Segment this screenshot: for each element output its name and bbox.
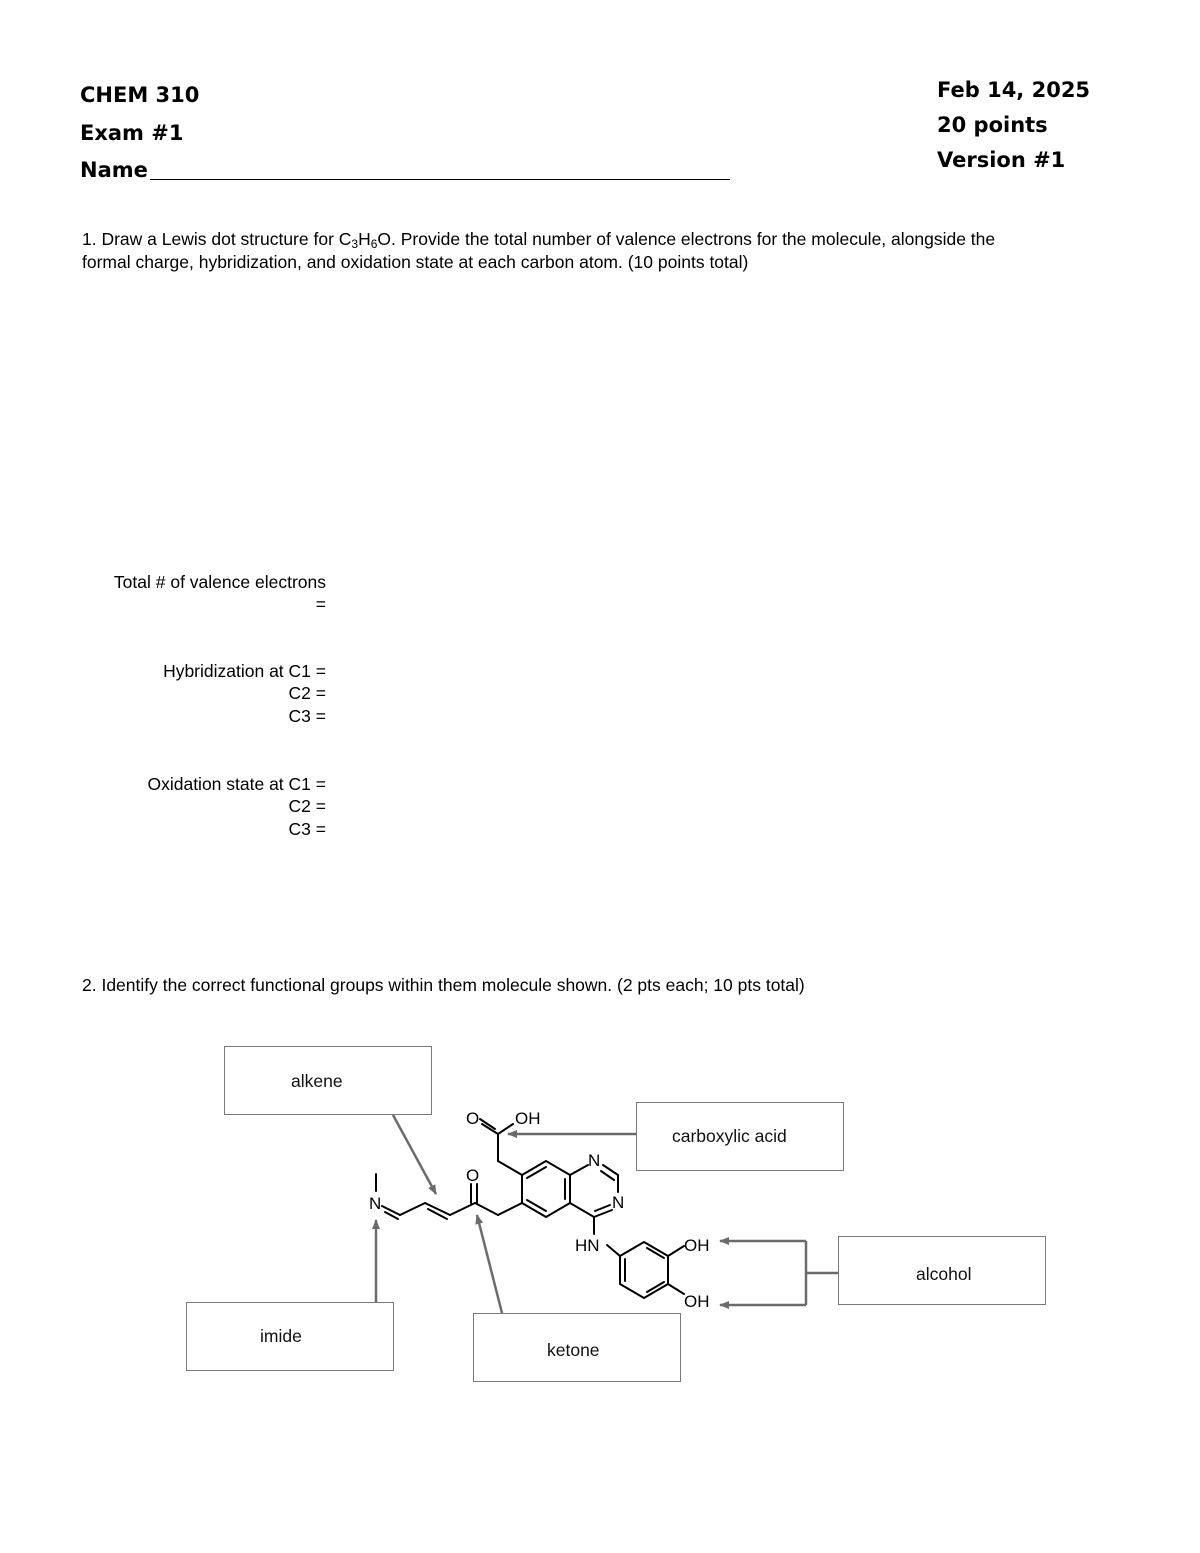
ring-pyr-2-double [601,1171,614,1180]
valence-equals: = [315,594,326,614]
hybridization-c2-label: C2 = [288,683,326,703]
exam-number: Exam #1 [80,121,184,145]
ring-benzo-double-2 [527,1200,546,1211]
bond-alkene-double [428,1209,447,1219]
atom-n-ring-top: N [588,1151,601,1170]
ring-benzo-double-1 [527,1167,546,1178]
bond-nh-aryl [607,1245,620,1256]
label-alcohol: alcohol [916,1264,972,1284]
question-2-prompt: 2. Identify the correct functional groups within them molecule shown. (2 pts each; 10 pts total) [82,975,805,995]
label-imide: imide [260,1326,302,1346]
formula-sub-6: 6 [370,237,378,251]
atom-o-acid: O [466,1109,480,1128]
bond-acid-oh [498,1124,513,1134]
question-1-line-2: formal charge, hybridization, and oxidation state at each carbon atom. (10 points total) [82,252,749,272]
atom-hn: HN [575,1236,600,1255]
label-alkene: alkene [291,1071,343,1091]
label-ketone: ketone [547,1340,600,1360]
oxidation-c3-label: C3 = [288,819,326,839]
oxidation-c2-label: C2 = [288,796,326,816]
formula-sub-3: 3 [351,237,359,251]
atom-n-ring-right: N [612,1193,625,1212]
exam-version: Version #1 [937,148,1066,172]
atom-o-ketone: O [466,1166,480,1185]
ring-pyr-4-double [595,1205,610,1211]
exam-points: 20 points [937,113,1048,137]
hybridization-c1-label: Hybridization at C1 = [163,661,326,681]
atom-oh-bottom: OH [684,1292,710,1311]
bond-ch2-1 [498,1161,522,1175]
q1-prefix: 1. Draw a Lewis dot structure for C [82,229,352,249]
bond-oh-top [668,1246,684,1256]
exam-date: Feb 14, 2025 [937,78,1091,102]
arrow-alkene [393,1115,436,1194]
formula-h: H [358,229,371,249]
q1-suffix: O. Provide the total number of valence electrons for the molecule, alongside the [377,229,996,249]
ring-benzo [522,1161,570,1217]
arrows [376,1115,838,1313]
bond-imine [382,1206,400,1215]
ring-pyr-5 [570,1203,594,1217]
oxidation-c1-label: Oxidation state at C1 = [147,774,326,794]
molecule-bonds [376,1119,684,1298]
arrow-ketone [477,1215,502,1313]
bond-chain-2 [450,1203,475,1215]
bond-chain-4 [498,1203,522,1215]
atom-oh-top: OH [684,1236,710,1255]
valence-label: Total # of valence electrons [113,572,326,592]
hybridization-c3-label: C3 = [288,706,326,726]
bond-chain-3 [475,1203,498,1215]
label-carboxylic-acid: carboxylic acid [672,1126,787,1146]
atom-n-imine: N [369,1194,382,1213]
bond-chain-1 [400,1203,425,1215]
atom-oh-acid: OH [515,1109,541,1128]
course-title: CHEM 310 [80,83,200,107]
name-label: Name [80,158,148,182]
bond-oh-bottom [668,1284,684,1294]
ring-pyr-1 [570,1165,588,1175]
ring-catechol [620,1242,668,1298]
